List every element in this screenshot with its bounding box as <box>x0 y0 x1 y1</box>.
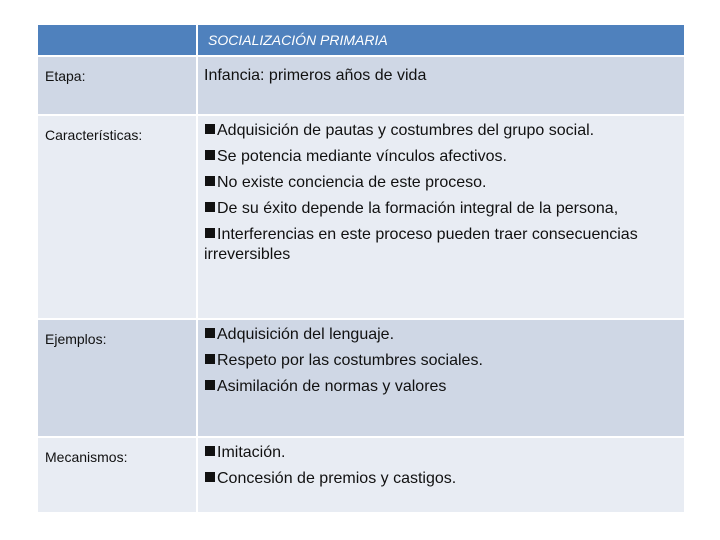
label-caracteristicas: Características: <box>37 115 197 319</box>
table-title: SOCIALIZACIÓN PRIMARIA <box>197 24 685 56</box>
square-bullet-icon <box>205 176 215 186</box>
content-etapa <box>197 56 685 115</box>
square-bullet-icon <box>205 446 215 456</box>
list-item-text: Imitación. <box>217 444 286 461</box>
content-ejemplos <box>197 319 685 437</box>
list-item <box>204 173 678 193</box>
list-item-text: Adquisición de pautas y costumbres del grupo social. <box>217 122 595 139</box>
list-item <box>204 199 678 219</box>
list-item <box>204 351 678 371</box>
square-bullet-icon <box>205 380 215 390</box>
header-row <box>37 24 685 56</box>
list-item <box>204 225 678 265</box>
square-bullet-icon <box>205 354 215 364</box>
list-item <box>204 443 678 463</box>
list-item-text: De su éxito depende la formación integral de la persona, <box>217 200 619 217</box>
content-caracteristicas <box>197 115 685 319</box>
content-mecanismos <box>197 437 685 513</box>
list-item-text: Se potencia mediante vínculos afectivos. <box>217 148 507 165</box>
square-bullet-icon <box>205 202 215 212</box>
list-item <box>204 121 678 141</box>
list-item-text: Asimilación de normas y valores <box>217 378 447 395</box>
row-etapa <box>37 56 685 115</box>
label-etapa: Etapa: <box>37 56 197 115</box>
list-item-text: No existe conciencia de este proceso. <box>217 174 487 191</box>
list-item <box>204 377 678 397</box>
list-item-text: Respeto por las costumbres sociales. <box>217 352 483 369</box>
list-item <box>204 325 678 345</box>
list-item-text: Adquisición del lenguaje. <box>217 326 395 343</box>
square-bullet-icon <box>205 328 215 338</box>
row-caracteristicas <box>37 115 685 319</box>
socializacion-table <box>36 23 686 514</box>
row-ejemplos <box>37 319 685 437</box>
square-bullet-icon <box>205 472 215 482</box>
list-item <box>204 469 678 489</box>
square-bullet-icon <box>205 228 215 238</box>
header-empty-cell <box>37 24 197 56</box>
label-ejemplos: Ejemplos: <box>37 319 197 437</box>
square-bullet-icon <box>205 124 215 134</box>
etapa-text: Infancia: primeros años de vida <box>204 67 427 84</box>
list-item-text: Interferencias en este proceso pueden traer consecuencias irreversibles <box>204 226 638 263</box>
label-mecanismos: Mecanismos: <box>37 437 197 513</box>
square-bullet-icon <box>205 150 215 160</box>
list-item-text: Concesión de premios y castigos. <box>217 470 457 487</box>
row-mecanismos <box>37 437 685 513</box>
list-item <box>204 147 678 167</box>
